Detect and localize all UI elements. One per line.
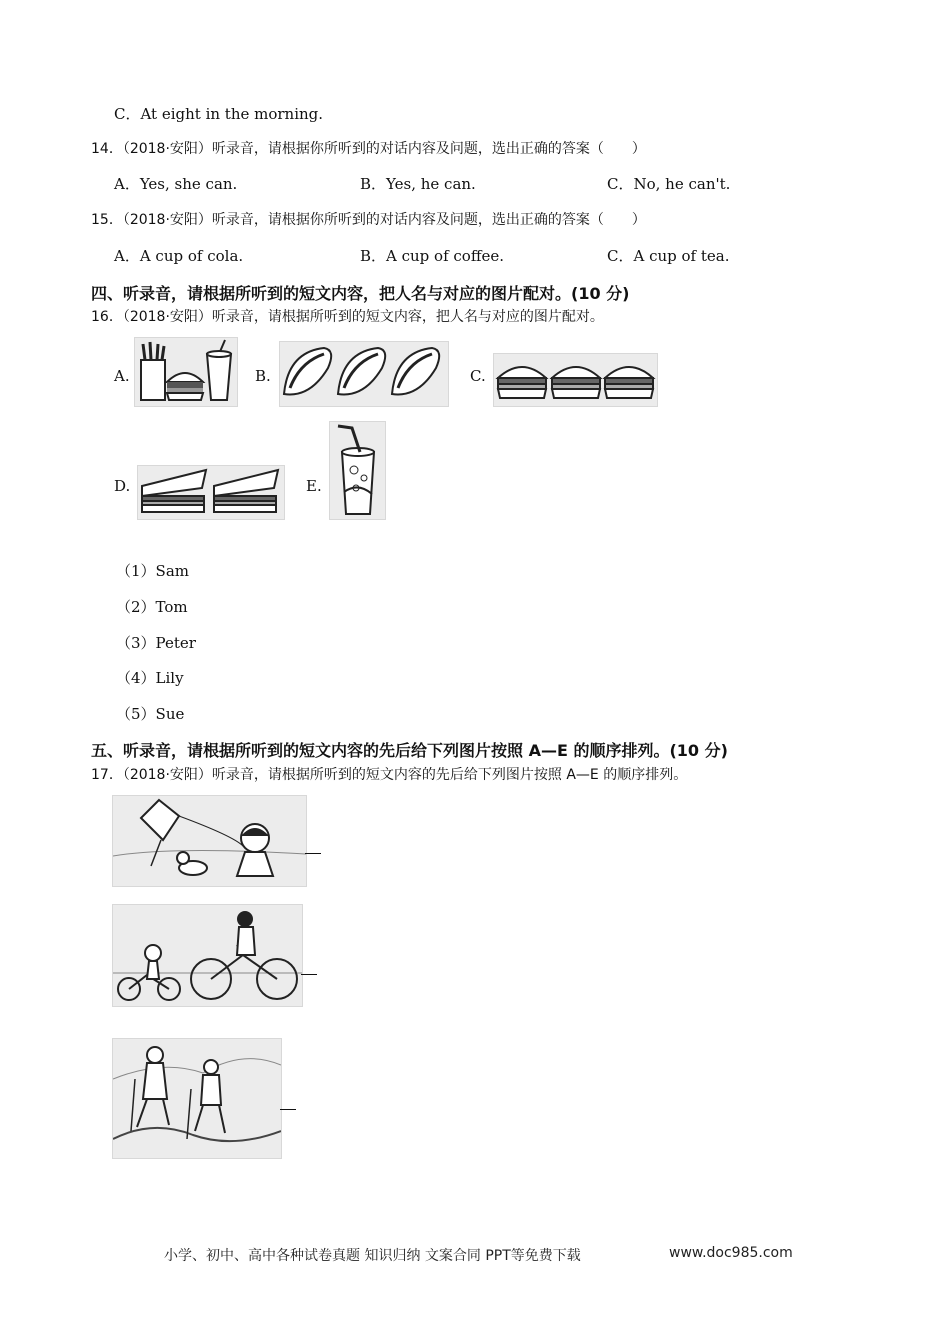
name-item: （1）Sam xyxy=(116,562,189,580)
name-item: （4）Lily xyxy=(116,669,184,687)
picture-a-label: A. xyxy=(114,367,130,385)
q17-stem: 17．（2018·安阳）听录音，请根据所听到的短文内容的先后给下列图片按照 A—E 的顺序排列。 xyxy=(91,767,688,783)
q16-stem: 16．（2018·安阳）听录音，请根据所听到的短文内容，把人名与对应的图片配对。 xyxy=(91,309,604,325)
answer-blank[interactable] xyxy=(301,974,317,975)
q15-stem: 15．（2018·安阳）听录音，请根据你所听到的对话内容及问题，选出正确的答案（ ） xyxy=(91,212,646,228)
name-item: （3）Peter xyxy=(116,634,196,652)
picture-b-label: B. xyxy=(255,367,271,385)
flying-kite-icon xyxy=(112,795,307,887)
sandwiches-icon xyxy=(137,465,285,520)
footer-url[interactable]: www.doc985.com xyxy=(669,1245,793,1261)
picture-d-label: D. xyxy=(114,477,131,495)
picture-c-label: C. xyxy=(470,367,486,385)
fries-burger-drink-icon xyxy=(134,337,238,407)
answer-blank[interactable] xyxy=(280,1109,296,1110)
riding-bikes-icon xyxy=(112,904,303,1007)
q14-option-c: C．No, he can't. xyxy=(607,175,731,193)
footer-text: 小学、初中、高中各种试卷真题 知识归纳 文案合同 PPT等免费下载 xyxy=(164,1248,581,1264)
q14-option-a: A．Yes, she can. xyxy=(114,175,238,193)
hamburgers-icon xyxy=(493,353,658,407)
hot-dogs-icon xyxy=(279,341,449,407)
q14-option-b: B．Yes, he can. xyxy=(360,175,476,193)
section5-heading: 五、听录音，请根据所听到的短文内容的先后给下列图片按照 A—E 的顺序排列。(10 分) xyxy=(91,741,728,760)
name-item: （2）Tom xyxy=(116,598,188,616)
q15-option-a: A．A cup of cola. xyxy=(114,247,244,265)
name-item: （5）Sue xyxy=(116,705,185,723)
q15-option-b: B．A cup of coffee. xyxy=(360,247,505,265)
hiking-icon xyxy=(112,1038,282,1159)
answer-blank[interactable] xyxy=(305,853,321,854)
section4-heading: 四、听录音，请根据所听到的短文内容，把人名与对应的图片配对。(10 分) xyxy=(91,284,630,303)
picture-e-label: E. xyxy=(306,477,322,495)
q13-option-c: C．At eight in the morning. xyxy=(114,105,324,123)
cup-with-straw-icon xyxy=(329,421,386,520)
q15-option-c: C．A cup of tea. xyxy=(607,247,730,265)
q14-stem: 14．（2018·安阳）听录音，请根据你所听到的对话内容及问题，选出正确的答案（ ） xyxy=(91,141,646,157)
